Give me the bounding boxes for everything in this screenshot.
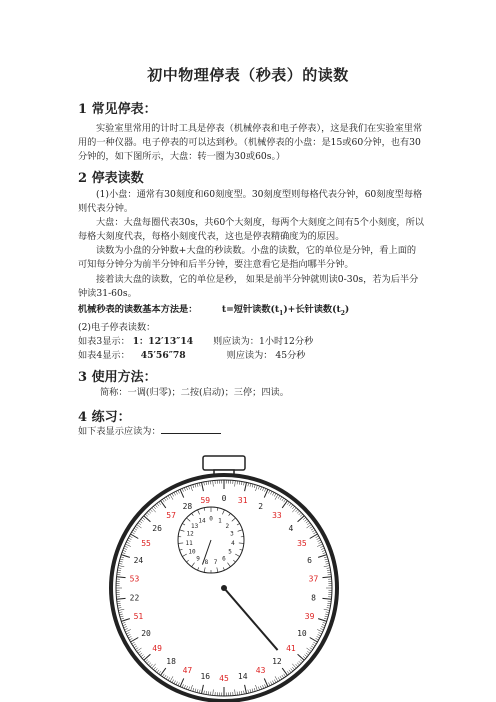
outer-label-red: 53 bbox=[129, 574, 140, 584]
outer-label: 14 bbox=[237, 672, 248, 682]
example-2 bbox=[78, 349, 424, 363]
outer-label-red: 37 bbox=[308, 574, 319, 584]
subdial-label: 5 bbox=[228, 548, 232, 556]
subdial-label: 8 bbox=[204, 559, 209, 567]
outer-label-red: 41 bbox=[286, 644, 296, 654]
outer-label: 8 bbox=[311, 593, 316, 603]
section-2-paragraph-1: (1)小盘：通常有30刻度和60刻度型。30刻度型则每格代表分钟，60刻度型每格则代表分钟。 bbox=[78, 189, 423, 214]
example-1 bbox=[78, 335, 424, 349]
subdial-label: 0 bbox=[209, 515, 213, 523]
subdial-label: 12 bbox=[186, 530, 194, 538]
subdial-label: 1 bbox=[218, 517, 222, 525]
subdial-label: 4 bbox=[231, 539, 235, 547]
outer-label-red: 45 bbox=[219, 674, 229, 683]
subdial-label: 7 bbox=[213, 559, 218, 567]
page-title: 初中物理停表（秒表）的读数 bbox=[147, 66, 349, 84]
subdial-label: 10 bbox=[188, 548, 196, 556]
subdial-label: 6 bbox=[222, 555, 226, 563]
section-1-heading: 1 常见停表： bbox=[78, 102, 157, 117]
subdial-label: 2 bbox=[225, 522, 230, 530]
section-3-paragraph: 简称：一调(归零)；二按(启动)；三停；四读。 bbox=[100, 387, 289, 398]
outer-label: 0 bbox=[221, 494, 227, 503]
formula-line bbox=[78, 303, 438, 321]
subdial-label: 3 bbox=[230, 530, 234, 538]
section-4-heading: 4 练习： bbox=[78, 410, 131, 425]
outer-label: 20 bbox=[141, 629, 151, 638]
outer-label: 28 bbox=[182, 501, 193, 511]
outer-label-red: 51 bbox=[133, 611, 144, 621]
example-2-value: 45′56″78 bbox=[140, 350, 186, 361]
section-1-paragraph: 实验室里常用的计时工具是停表（机械停表和电子停表），这是我们在实验室里常用的一种仪器。电子停表的可以达到秒。（机械停表的小盘：是15或60分钟，也有30分钟的，如下图所示，大盘：转一圈为30或60s。） bbox=[78, 123, 423, 162]
outer-label-red: 31 bbox=[237, 495, 248, 505]
section-4-prompt: 如下表显示应读为： bbox=[78, 426, 161, 437]
example-2-reading: 则应读为： 45分秒 bbox=[226, 350, 306, 361]
outer-label: 2 bbox=[258, 501, 264, 511]
section-2-paragraph-3: 读数为小盘的分钟数+大盘的秒读数。小盘的读数，它的单位是分钟，看上面的可知每分钟分为前半分钟和后半分钟，要注意看它是指向哪半分钟。 bbox=[78, 245, 417, 270]
outer-label: 10 bbox=[297, 629, 307, 638]
formula-label: 机械秒表的读数基本方法是： bbox=[78, 304, 198, 315]
outer-label-red: 55 bbox=[141, 539, 151, 548]
outer-label-red: 59 bbox=[200, 495, 211, 505]
subdial-label: 13 bbox=[191, 522, 199, 530]
outer-label: 4 bbox=[288, 523, 294, 533]
outer-label-red: 39 bbox=[304, 611, 315, 621]
subdial-label: 14 bbox=[198, 517, 206, 525]
section-2-paragraph-2: 大盘：大盘每圈代表30s，共60个大刻度，每两个大刻度之间有5个小刻度，所以每格大刻度代表，每格小刻度代表，这也是停表精确度为的原因。 bbox=[78, 217, 424, 242]
outer-label-red: 35 bbox=[297, 539, 307, 548]
section-2-paragraph-4: 接着读大盘的读数，它的单位是秒， 如果是前半分钟就则读0-30s，若为后半分钟读31-60s。 bbox=[78, 274, 419, 299]
example-1-reading: 则应读为：1小时12分秒 bbox=[213, 336, 314, 347]
outer-label: 26 bbox=[152, 523, 162, 533]
example-1-label: 如表3显示： bbox=[78, 336, 130, 347]
example-2-label: 如表4显示： bbox=[78, 350, 130, 361]
stopwatch-center-pin bbox=[221, 585, 227, 591]
outer-label: 16 bbox=[200, 672, 211, 682]
outer-label: 24 bbox=[133, 556, 144, 566]
outer-label-red: 57 bbox=[166, 511, 176, 521]
stopwatch-figure bbox=[0, 432, 496, 702]
outer-label-red: 47 bbox=[182, 666, 193, 676]
outer-label: 6 bbox=[307, 556, 313, 566]
subdial-label: 11 bbox=[185, 539, 193, 547]
subdial-label: 9 bbox=[196, 555, 200, 563]
outer-label-red: 49 bbox=[152, 644, 162, 654]
outer-label-red: 43 bbox=[255, 666, 266, 676]
outer-label: 12 bbox=[272, 656, 282, 666]
formula-expression: t=短针读数$(t_1)+$长针读数$(t_2)$ bbox=[221, 304, 350, 317]
outer-label-red: 33 bbox=[272, 511, 282, 521]
outer-label: 18 bbox=[166, 656, 176, 666]
section-3-heading: 3 使用方法： bbox=[78, 370, 157, 385]
section-2-paragraph-5: (2)电子停表读数： bbox=[78, 322, 156, 333]
section-2-heading: 2 停表读数 bbox=[78, 171, 144, 186]
outer-label: 22 bbox=[129, 593, 140, 603]
example-1-value: 1：12′13″14 bbox=[132, 336, 194, 347]
